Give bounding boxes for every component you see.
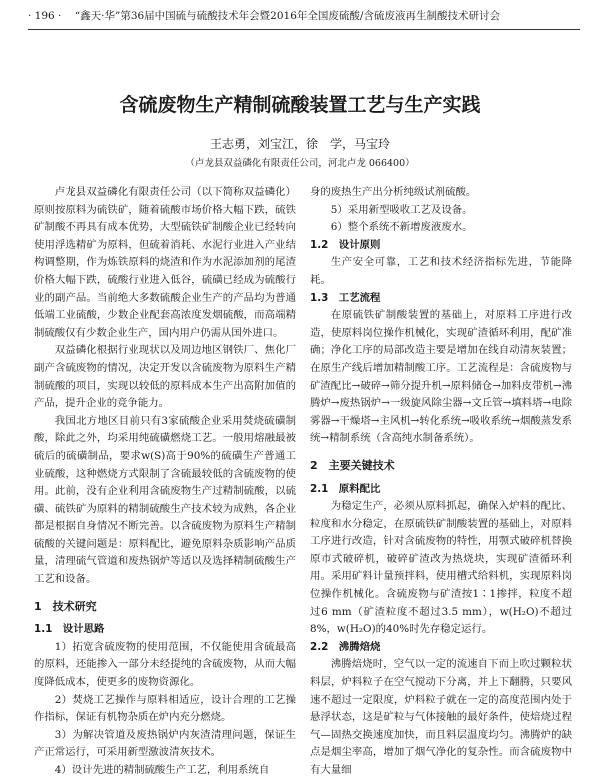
affiliation: （卢龙县双益磷化有限责任公司，河北卢龙 066400）: [185, 158, 415, 169]
section-2-2-heading: 2.2 沸腾焙烧: [310, 640, 381, 653]
design-item-2: 2）焚烧工艺操作与原料相适应，设计合理的工艺操作指标，保证有机物杂质在炉内充分燃烧。: [34, 693, 296, 724]
left-column: [34, 184, 296, 780]
design-item-4-continued: 身的废热生产出分析纯级试剂硫酸。: [310, 186, 477, 198]
design-item-3: 3）为解决管道及废热锅炉内灰渣清理问题，保证生产正常运行，可采用新型激波清灰技术。: [34, 728, 296, 759]
intro-paragraph-2: 双益磷化根据行业现状以及周边地区钢铁厂、焦化厂副产含硫废物的情况，决定开发以含硫废物为原料生产精制硫酸的项目，实现以较低的原料成本生产出高附加值的产品，提升企业的竞争能力。: [34, 344, 296, 410]
section-2-1-heading: 2.1 原料配比: [310, 482, 381, 495]
section-1-heading: 1 技术研究: [34, 599, 97, 613]
intro-paragraph-3: 我国北方地区目前只有3家硫酸企业采用焚烧硫磺制酸，除此之外，均采用纯硫磺燃烧工艺。一般用熔融最被硫后的硫磺制品，要求w(S)高于90%的硫磺生产普通工业硫酸，这种燃烧方式限制了含硫最较低的含硫废物的使用。此前，没有企业利用含硫废物生产过精制硫酸，以硫磺、硫铁矿为原料的精制硫酸生产技术较为成熟，各企业都是根据自身情况不断完善。以含硫废物为原料生产精制硫酸的关键问题是：原料配比，避免原料杂质影响产品质量，清理硫气管道和废热锅炉等适以及选择精制硫酸生产工艺和设备。: [34, 414, 296, 586]
design-principle-text: 生产安全可靠，工艺和技术经济指标先进，节能降耗。: [310, 256, 572, 286]
section-2-heading: 2 主要关键技术: [310, 458, 395, 472]
section-1-3-heading: 1.3 工艺流程: [310, 291, 381, 304]
process-flow-text: 在原硫铁矿制酸装置的基础上，对原料工序进行改造，使原料岗位操作机械化，实现矿渣循环利用，配矿准确；净化工序的局部改造主要是增加在线自动清灰装置；在原生产线后增加精制酸工序。工艺流程是：含硫废物与矿渣配比→破碎→筛分提升机→原料储仓→加料皮带机→沸腾炉→废热锅炉→一级旋风除尘器→文丘管→填料塔→电除雾器→干燥塔→主风机→转化系统→吸收系统→烟酸蒸发系统→精制系统（含高纯水制备系统）。: [310, 309, 572, 445]
conference-title: “鑫天·华”第36届中国硫与硫酸技术年会暨2016年全国废硫酸/含硫废液再生制酸技术研讨会: [74, 10, 500, 22]
paper-title: 含硫废物生产精制硫酸装置工艺与生产实践: [119, 94, 481, 116]
design-item-5: 5）采用新型吸收工艺及设备。: [330, 203, 473, 216]
section-1-2-heading: 1.2 设计原则: [310, 238, 381, 251]
running-head: [28, 8, 578, 23]
intro-paragraph-1: 卢龙县双益磷化有限责任公司（以下简称双益磷化）原则按原料为硫铁矿，随着硫酸市场价格大幅下跌，硫铁矿制酸不再具有成本优势，大型硫铁矿制酸企业已经转向使用浮选精矿为原料，但硫着消耗、水泥行业进入产业结构调整期，作为炼铁原料的烧渣和作为水泥添加剂的尾渣价格大幅下跌，硫酸行业进入低谷，硫磺已经成为硫酸行业的副产品。当前绝大多数硫酸企业生产的产品均为普通低端工业硫酸，少数企业配套高浓度发烟硫酸，而高端精制硫酸仅有少数企业生产，国内用户仍需从国外进口。: [34, 186, 296, 339]
page-number: · 196 ·: [28, 10, 62, 22]
raw-material-ratio-text: 为稳定生产，必须从原料抓起，确保入炉料的配比、粒度和水分稳定，在原硫铁矿制酸装置的基础上，对原料工序进行改造，针对含硫废物的特性，用颚式破碎机替换原市式破碎机，破碎矿渣改为热烧块，实现矿渣循环利用。采用矿料计量预拌料，使用槽式给料机，实现原料岗位操作机械化。含硫废物与矿渣按1∶1掺拌，粒度不超过6 mm（矿渣粒度不超过3.5 mm），w(H₂O)不超过8%，w(H₂O)的40%时先存稳定运行。: [310, 500, 572, 636]
fluidized-roasting-text: 沸腾焙烧时，空气以一定的流速自下而上吹过颗粒状料层，炉料粒子在空气搅动下分离，并上下翻腾，只要风速不超过一定限度，炉料粒子就在一定的高度范围内处于悬浮状态，这是矿粒与气体接触的最好条件，使焙烧过程气—固热交换速度加快，而且料层温度均匀。沸腾炉的缺点是烟尘率高，增加了烟气净化的复杂性。而含硫废物中有大量细: [310, 658, 572, 776]
authors: 王志勇，刘宝江，徐 学，马宝玲: [209, 137, 390, 151]
section-1-1-heading: 1.1 设计思路: [34, 623, 105, 636]
design-item-4: 4）设计先进的精制硫酸生产工艺，利用系统自: [54, 764, 270, 776]
right-column: [310, 184, 572, 780]
design-item-1: 1）拓宽含硫废物的使用范围，不仅能使用含硫最高的原料，还能掺入一部分未经提纯的含硫废物，从而大幅度降低成本，使更多的废物资源化。: [34, 640, 296, 689]
header-rule: [28, 29, 580, 30]
design-item-6: 6）整个系统不新增废液废水。: [330, 221, 473, 234]
